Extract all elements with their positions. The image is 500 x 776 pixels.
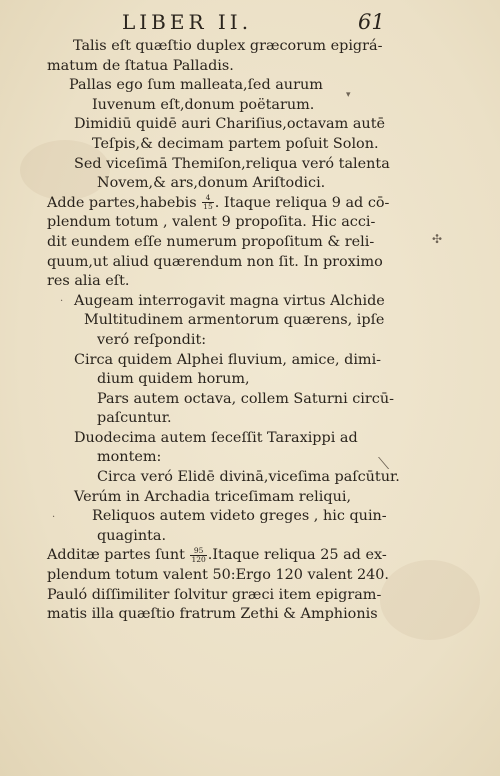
ink-speck: · [60, 296, 64, 307]
text-line [0, 174, 500, 194]
line-text: matis illa quæſtio fratrum Zethi & Amphionis [47, 606, 378, 623]
text-line [0, 233, 500, 253]
text-line [0, 507, 500, 527]
text-line [0, 370, 500, 390]
text-line [0, 351, 500, 371]
running-title: LIBER II. [122, 10, 253, 34]
line-text: Dimidiū quidē auri Chariſius,octavam autē [74, 116, 385, 133]
text-line [0, 527, 500, 547]
line-text: Duodecima autem ſeceſſit Taraxippi ad [74, 429, 358, 446]
fraction-numerator: 4 [202, 194, 214, 203]
fraction [190, 547, 206, 564]
page-body-text [0, 37, 500, 625]
line-text: dit eundem eſſe numerum propoſitum & reli- [47, 233, 375, 250]
text-line [0, 37, 500, 57]
text-line [0, 213, 500, 233]
text-line [0, 253, 500, 273]
ink-speck: ⟍ [378, 454, 390, 473]
text-line [0, 135, 500, 155]
text-line [0, 292, 500, 312]
line-text: veró reſpondit: [97, 331, 207, 348]
line-text: Novem,& ars,donum Ariſtodici. [97, 175, 326, 192]
fraction [202, 194, 214, 211]
fraction-numerator: 95 [190, 547, 206, 556]
text-line [0, 448, 500, 468]
text-line [0, 57, 500, 77]
line-text: Iuvenum eſt,donum poëtarum. [92, 96, 315, 113]
fraction-denominator: 120 [191, 554, 206, 564]
line-text: Circa veró Elidē divinā,viceſima paſcūtur. [97, 469, 400, 486]
text-line [0, 96, 500, 116]
line-text: Circa quidem Alphei fluvium, amice, dimi- [74, 351, 382, 368]
margin-mark: ✣ [432, 232, 443, 246]
text-line [0, 390, 500, 410]
text-line [0, 331, 500, 351]
text-line [0, 76, 500, 96]
line-text: plendum totum , valent 9 propoſita. Hic acci- [47, 214, 376, 231]
line-text: montem: [97, 449, 162, 466]
text-line [0, 409, 500, 429]
line-text: Reliquos autem videto greges , hic quin- [92, 508, 387, 525]
text-line [0, 566, 500, 586]
line-text: plendum totum valent 50:Ergo 120 valent 240. [47, 567, 390, 584]
line-text: matum de ſtatua Palladis. [47, 57, 234, 74]
line-text: res alia eſt. [47, 273, 130, 290]
fraction-denominator: 15 [203, 202, 213, 212]
line-text: Teſpis,& decimam partem poſuit Solon. [92, 135, 379, 152]
ink-speck: ▾ [346, 90, 351, 100]
text-line [0, 546, 500, 566]
text-line [0, 194, 500, 214]
line-text: paſcuntur. [97, 410, 172, 427]
line-text: quaginta. [97, 527, 167, 544]
text-line [0, 468, 500, 488]
line-text: Pallas ego ſum malleata,ſed aurum [69, 77, 323, 94]
line-text: Verúm in Archadia triceſimam reliqui, [74, 488, 352, 505]
line-text: .Itaque reliqua 25 ad ex- [207, 547, 387, 564]
text-line [0, 605, 500, 625]
line-text: Augeam interrogavit magna virtus Alchide [74, 292, 385, 309]
line-text: Adde partes,habebis [47, 194, 202, 211]
line-text: Pars autem octava, collem Saturni circū- [97, 390, 394, 407]
text-line [0, 429, 500, 449]
line-text: quum,ut aliud quærendum non ſit. In proximo [47, 253, 383, 270]
text-line [0, 488, 500, 508]
text-line [0, 115, 500, 135]
text-line [0, 311, 500, 331]
page-number: 61 [358, 10, 385, 34]
text-line [0, 155, 500, 175]
page-header [0, 10, 500, 36]
text-line [0, 272, 500, 292]
line-text: Talis eſt quæſtio duplex græcorum epigrá- [73, 38, 383, 54]
text-line [0, 586, 500, 606]
line-text: Multitudinem armentorum quærens, ipſe [84, 312, 385, 329]
line-text: Sed viceſimā Themiſon,reliqua veró talenta [74, 155, 390, 172]
line-text: dium quidem horum, [97, 371, 250, 388]
ink-speck: · [52, 512, 56, 523]
line-text: Additæ partes ſunt [47, 547, 190, 564]
line-text: Pauló diſſimiliter ſolvitur græci item epigram- [47, 586, 382, 603]
line-text: . Itaque reliqua 9 ad cō- [214, 194, 390, 211]
